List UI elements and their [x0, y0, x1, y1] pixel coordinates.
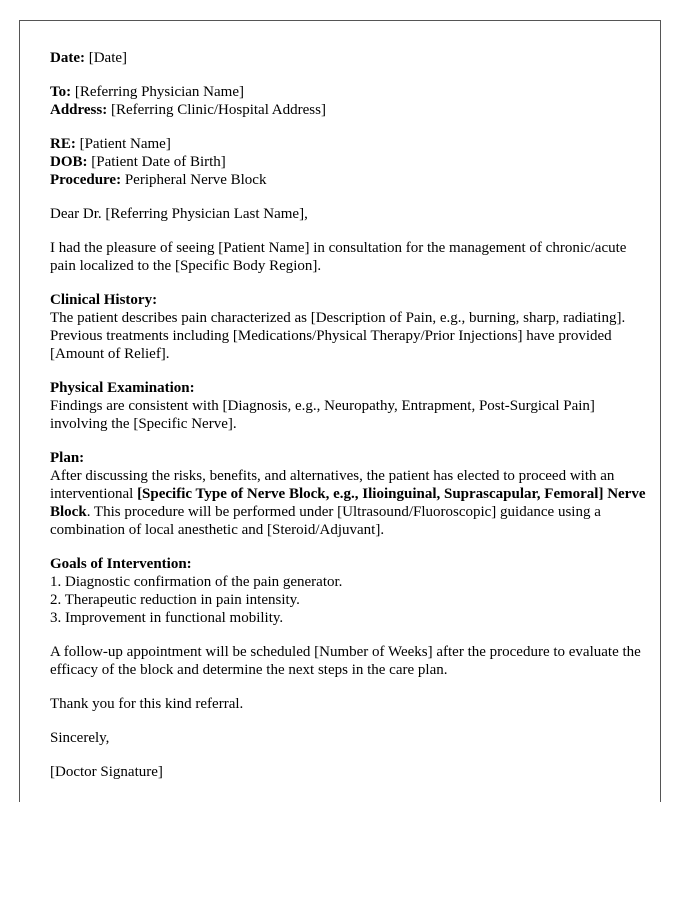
- date-line: [50, 49, 650, 67]
- dob-value: [Patient Date of Birth]: [91, 154, 226, 170]
- procedure-line: [50, 171, 650, 189]
- goal-item: 3. Improvement in functional mobility.: [50, 610, 284, 626]
- clinical-history-section: [50, 291, 650, 363]
- procedure-label: Procedure:: [50, 172, 122, 188]
- letter-page: [19, 20, 661, 802]
- dob-line: [50, 153, 650, 171]
- address-label: Address:: [50, 102, 108, 118]
- goal-item: 2. Therapeutic reduction in pain intensity.: [50, 592, 300, 608]
- re-line: [50, 135, 650, 153]
- header-block: [50, 49, 650, 67]
- follow-up-paragraph: A follow-up appointment will be scheduled [Number of Weeks] after the procedure to evaluate the efficacy of the block and determine the next steps in the care plan.: [50, 644, 641, 678]
- closing: Sincerely,: [50, 730, 110, 746]
- procedure-value: Peripheral Nerve Block: [124, 172, 267, 188]
- physical-exam-body: Findings are consistent with [Diagnosis, e.g., Neuropathy, Entrapment, Post-Surgical Pain] involving the [Specific Nerve].: [50, 398, 595, 432]
- to-value: [Referring Physician Name]: [74, 84, 244, 100]
- plan-body-end: . This procedure will be performed under [Ultrasound/Fluoroscopic] guidance using a combination of local anesthetic and [Steroid/Adjuvant].: [50, 504, 601, 538]
- to-line: [50, 83, 650, 101]
- patient-block: [50, 135, 650, 189]
- physical-exam-section: [50, 379, 650, 433]
- plan-title: Plan:: [50, 450, 85, 466]
- plan-section: [50, 449, 650, 539]
- goal-item: 1. Diagnostic confirmation of the pain generator.: [50, 574, 343, 590]
- goals-section: [50, 555, 650, 627]
- signature: [Doctor Signature]: [50, 764, 163, 780]
- plan-body-bold: [Specific Type of Nerve Block, e.g., Ilioinguinal, Suprascapular, Femoral] Nerve Block: [50, 486, 646, 520]
- dob-label: DOB:: [50, 154, 88, 170]
- re-value: [Patient Name]: [79, 136, 171, 152]
- clinical-history-body: The patient describes pain characterized as [Description of Pain, e.g., burning, sharp, radiating]. Previous treatments including [Medications/Physical Therapy/Prior Injections] have provided [Amount of Relief].: [50, 310, 626, 362]
- address-line: [50, 101, 650, 119]
- to-label: To:: [50, 84, 72, 100]
- letter-body: [50, 49, 650, 797]
- intro-paragraph: I had the pleasure of seeing [Patient Name] in consultation for the management of chronic/acute pain localized to the [Specific Body Region].: [50, 240, 627, 274]
- date-value: [Date]: [88, 50, 128, 66]
- goals-title: Goals of Intervention:: [50, 556, 192, 572]
- clinical-history-title: Clinical History:: [50, 292, 158, 308]
- recipient-block: [50, 83, 650, 119]
- address-value: [Referring Clinic/Hospital Address]: [110, 102, 326, 118]
- date-label: Date:: [50, 50, 85, 66]
- plan-body-start: After discussing the risks, benefits, and alternatives, the patient has elected to proceed with an interventional: [50, 468, 615, 502]
- physical-exam-title: Physical Examination:: [50, 380, 195, 396]
- re-label: RE:: [50, 136, 76, 152]
- thanks-paragraph: Thank you for this kind referral.: [50, 696, 244, 712]
- salutation: Dear Dr. [Referring Physician Last Name],: [50, 206, 308, 222]
